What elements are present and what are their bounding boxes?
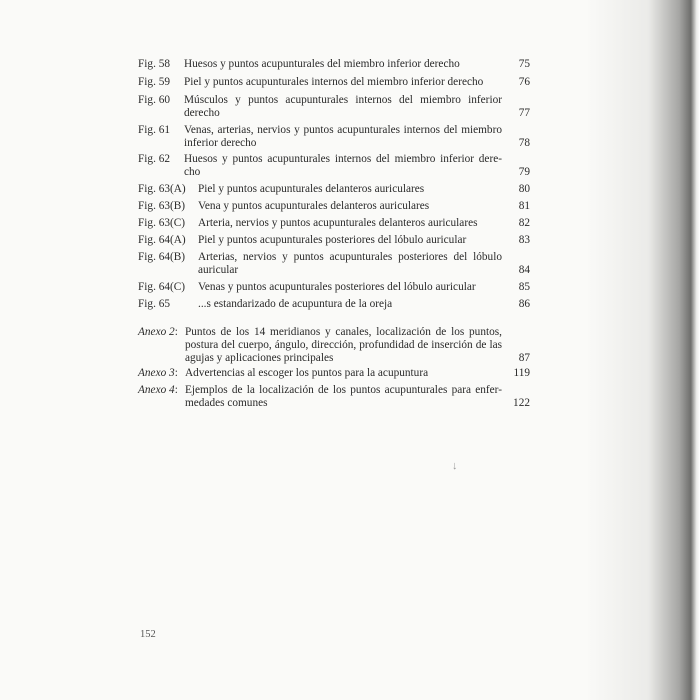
toc-annex-label: Anexo 3 — [138, 367, 175, 379]
toc-entry-fig-63a — [138, 183, 530, 196]
toc-entry-label: Fig. 60 — [138, 94, 171, 106]
toc-entry-fig-64a — [138, 234, 530, 247]
toc-entry-fig-59 — [138, 76, 530, 89]
toc-annex-page: 119 — [513, 367, 530, 379]
toc-entry-title: ...s estandarizado de acupuntura de la oreja — [198, 298, 393, 310]
toc-entry-label: Fig. 65 — [138, 298, 171, 310]
toc-entry-title: Venas y puntos acupunturales posteriores del lóbulo auricular — [198, 281, 476, 293]
toc-entry-page: 82 — [518, 217, 530, 229]
toc-entry-label: Fig. 64(A) — [138, 234, 186, 246]
toc-entry-page: 75 — [518, 58, 530, 70]
toc-annex-title: Puntos de los 14 meridianos y canales, localización de los puntos, postura del cuerpo, ángulo, dirección, profundidad de inserción de las agujas y aplicaciones principales — [185, 326, 502, 364]
toc-entry-page: 85 — [518, 281, 530, 293]
toc-entry-label: Fig. 58 — [138, 58, 171, 70]
toc-entry-label: Fig. 59 — [138, 76, 171, 88]
toc-entry-label: Fig. 61 — [138, 124, 171, 136]
toc-entry-title: Arteria, nervios y puntos acupunturales delanteros auriculares — [198, 217, 478, 229]
toc-entry-title: Huesos y puntos acupunturales internos del miembro inferior dere-cho — [184, 153, 502, 178]
toc-entry-title: Arterias, nervios y puntos acupunturales posteriores del lóbulo auricular — [198, 251, 502, 276]
toc-entry-page: 81 — [518, 200, 530, 212]
toc-entry-label: Fig. 63(C) — [138, 217, 186, 229]
toc-annex-2: Anexo 2: Puntos de los 14 meridianos y canales, localización de los puntos, postura del cuerpo, ángulo, dirección, profundidad de inserción de las agujas y aplicaciones principales 87 — [138, 326, 530, 364]
toc-entry-fig-60 — [138, 94, 530, 120]
toc-entry-page: 83 — [518, 234, 530, 246]
page-number: 152 — [140, 629, 156, 640]
toc-entry-page: 84 — [518, 264, 530, 276]
toc-entry-label: Fig. 64(B) — [138, 251, 186, 263]
toc-entry-title: Piel y puntos acupunturales internos del miembro inferior derecho — [184, 76, 484, 88]
toc-annex-4: Anexo 4: Ejemplos de la localización de los puntos acupunturales para enfer-medades comunes 122 — [138, 384, 530, 409]
toc-entry-fig-61 — [138, 124, 530, 150]
toc-entry-fig-64b — [138, 251, 530, 277]
toc-entry-fig-62 — [138, 153, 530, 179]
stray-ink-mark: ↓ — [452, 460, 458, 472]
toc-entry-page: 79 — [518, 166, 530, 178]
toc-entry-title: Piel y puntos acupunturales delanteros auriculares — [198, 183, 425, 195]
toc-entry-page: 86 — [518, 298, 530, 310]
toc-annex-title: Ejemplos de la localización de los puntos acupunturales para enfer-medades comunes — [185, 384, 502, 409]
toc-annex-label: Anexo 4 — [138, 384, 175, 396]
toc-entry-title: Venas, arterias, nervios y puntos acupunturales internos del miembro inferior derecho — [184, 124, 502, 149]
toc-entry-label: Fig. 64(C) — [138, 281, 186, 293]
toc-annex-page: 122 — [513, 397, 530, 409]
toc-entry-label: Fig. 63(A) — [138, 183, 186, 195]
toc-entry-fig-58 — [138, 58, 530, 71]
toc-entry-title: Músculos y puntos acupunturales internos del miembro inferior derecho — [184, 94, 502, 119]
toc-entry-page: 76 — [518, 76, 530, 88]
toc-entry-fig-65 — [138, 298, 530, 311]
page-edge-shadow — [585, 0, 700, 700]
toc-annex-3: Anexo 3: Advertencias al escoger los puntos para la acupuntura 119 — [138, 367, 530, 379]
toc-annex-label: Anexo 2 — [138, 326, 175, 338]
toc-entry-page: 80 — [518, 183, 530, 195]
toc-entry-title: Piel y puntos acupunturales posteriores del lóbulo auricular — [198, 234, 467, 246]
toc-annex-title: Advertencias al escoger los puntos para la acupuntura — [185, 367, 429, 379]
toc-entry-page: 78 — [518, 137, 530, 149]
toc-annex-page: 87 — [518, 352, 530, 364]
toc-entry-fig-64c — [138, 281, 530, 294]
toc-entry-title: Vena y puntos acupunturales delanteros auriculares — [198, 200, 430, 212]
toc-entry-fig-63b — [138, 200, 530, 213]
toc-entry-page: 77 — [518, 107, 530, 119]
toc-entry-label: Fig. 63(B) — [138, 200, 186, 212]
toc-entry-label: Fig. 62 — [138, 153, 171, 165]
toc-entry-fig-63c — [138, 217, 530, 230]
toc-entry-title: Huesos y puntos acupunturales del miembro inferior derecho — [184, 58, 460, 70]
